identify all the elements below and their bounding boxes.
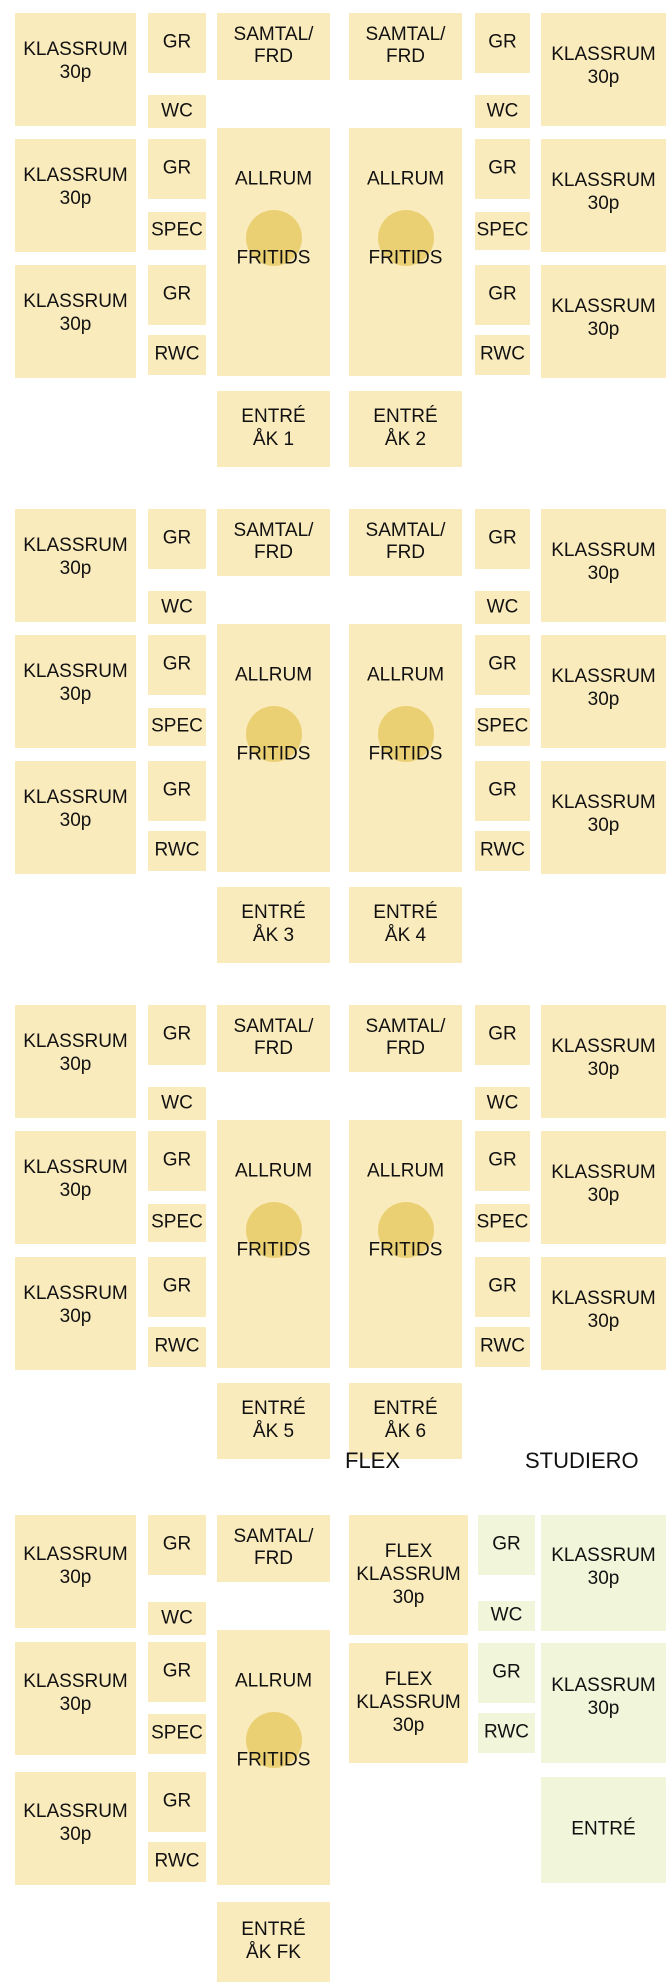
group-room [478,1643,535,1703]
group-room-label: GR [488,527,517,549]
toilet-label: WC [161,1092,193,1114]
toilet-label: WC [490,1604,523,1626]
fritids-label: FRITIDS [236,247,311,269]
group-room-label: GR [162,1275,192,1297]
group-room-label: GR [492,1533,521,1555]
entrance [217,1902,330,1982]
accessible-toilet-label: RWC [479,343,526,365]
accessible-toilet [148,1327,206,1367]
classroom-label: KLASSRUM 30p [23,39,128,83]
special-room-label: SPEC [151,1211,203,1233]
group-room [148,265,206,325]
group-room-label: GR [488,779,517,801]
fritids-label: FRITIDS [368,743,443,765]
classroom [15,1257,136,1370]
group-room [475,761,530,821]
classroom-label: KLASSRUM 30p [23,165,128,209]
common-room [217,1120,330,1368]
special-room [148,212,206,250]
classroom [541,635,666,748]
toilet-label: WC [486,100,519,122]
entrance [217,1383,330,1459]
entrance [541,1777,666,1883]
classroom [15,1642,136,1755]
entrance [349,391,462,467]
group-room-label: GR [162,31,192,53]
fritids-label: FRITIDS [236,743,311,765]
classroom-label: KLASSRUM 30p [551,1162,656,1206]
group-room-label: GR [488,157,517,179]
accessible-toilet-label: RWC [154,1335,200,1357]
group-room-label: GR [488,31,517,53]
allrum-label: ALLRUM [234,1670,313,1692]
flex-header: FLEX [345,1448,401,1473]
toilet [148,1087,206,1120]
group-room [148,139,206,199]
allrum-label: ALLRUM [234,168,313,190]
group-room-label: GR [162,1149,192,1171]
consultation-room [349,509,462,576]
toilet-label: WC [161,1607,193,1629]
classroom [15,1772,136,1885]
group-room-label: GR [488,1149,517,1171]
group-room-label: GR [162,527,192,549]
special-room [475,1204,530,1242]
classroom-label: KLASSRUM 30p [23,1801,128,1845]
group-room-label: GR [162,1790,192,1812]
entrance [349,887,462,963]
accessible-toilet [148,831,206,871]
consultation-room [217,1005,330,1072]
group-room-label: GR [162,1533,192,1555]
group-room-label: GR [488,283,517,305]
accessible-toilet-label: RWC [154,839,200,861]
accessible-toilet [475,335,530,375]
classroom-label: KLASSRUM 30p [23,1544,128,1588]
special-room [475,212,530,250]
flex-classroom-label: FLEX KLASSRUM 30p [356,1540,461,1608]
consultation-room [349,13,462,80]
fritids-label: FRITIDS [368,247,443,269]
classroom [15,265,136,378]
classroom [15,1131,136,1244]
consultation-room-label: SAMTAL/ FRD [233,23,314,68]
entrance-label: ENTRÉ ÅK 2 [373,406,438,450]
group-room [475,1131,530,1191]
group-room-label: GR [488,1275,517,1297]
allrum-label: ALLRUM [366,168,445,190]
entrance [217,887,330,963]
accessible-toilet-label: RWC [479,1335,526,1357]
classroom [15,1005,136,1118]
classroom [15,1515,136,1628]
flex-classroom [349,1515,468,1635]
classroom-label: KLASSRUM 30p [551,1036,656,1080]
group-room [148,1772,206,1832]
toilet [475,95,530,128]
toilet [148,591,206,624]
classroom [541,509,666,622]
classroom [541,13,666,126]
classroom [15,761,136,874]
accessible-toilet-label: RWC [479,839,526,861]
group-room [478,1515,535,1575]
accessible-toilet [478,1713,535,1753]
allrum-label: ALLRUM [366,1160,445,1182]
toilet [478,1601,535,1631]
consultation-room-label: SAMTAL/ FRD [365,1015,446,1060]
classroom-label: KLASSRUM 30p [551,1675,656,1719]
classroom [541,265,666,378]
classroom [15,635,136,748]
group-room-label: GR [162,1660,192,1682]
accessible-toilet [475,1327,530,1367]
fritids-label: FRITIDS [236,1749,311,1771]
studio-header: STUDIERO [525,1448,639,1473]
consultation-room-label: SAMTAL/ FRD [233,1015,314,1060]
group-room-label: GR [162,779,192,801]
entrance-label: ENTRÉ [571,1818,636,1840]
classroom [541,1257,666,1370]
accessible-toilet [148,335,206,375]
classroom-label: KLASSRUM 30p [23,1671,128,1715]
classroom [541,139,666,252]
special-room-label: SPEC [476,715,529,737]
classroom [541,1515,666,1631]
group-room [475,509,530,569]
group-room [475,265,530,325]
accessible-toilet-label: RWC [483,1721,530,1743]
entrance-label: ENTRÉ ÅK 1 [241,406,306,450]
classroom-label: KLASSRUM 30p [551,1545,656,1589]
consultation-room-label: SAMTAL/ FRD [233,1525,314,1570]
classroom-label: KLASSRUM 30p [551,296,656,340]
group-room [148,1257,206,1317]
classroom-label: KLASSRUM 30p [551,170,656,214]
group-room [148,509,206,569]
consultation-room-label: SAMTAL/ FRD [365,519,446,564]
classroom-label: KLASSRUM 30p [23,1157,128,1201]
classroom [541,1131,666,1244]
toilet-label: WC [161,596,193,618]
classroom-label: KLASSRUM 30p [551,792,656,836]
group-room-label: GR [162,653,192,675]
classroom-label: KLASSRUM 30p [23,291,128,335]
toilet-label: WC [486,1092,519,1114]
accessible-toilet-label: RWC [154,1850,200,1872]
common-room [217,624,330,872]
group-room [475,1257,530,1317]
entrance-label: ENTRÉ ÅK 5 [241,1398,306,1442]
group-room [148,761,206,821]
group-room-label: GR [492,1661,521,1683]
allrum-label: ALLRUM [234,664,313,686]
group-room [148,635,206,695]
flex-classroom [349,1643,468,1763]
toilet-label: WC [486,596,519,618]
special-room-label: SPEC [476,1211,529,1233]
common-room [217,1630,330,1885]
consultation-room [217,13,330,80]
consultation-room [217,509,330,576]
toilet [148,1602,206,1635]
group-room [148,1515,206,1575]
special-room [475,708,530,746]
allrum-label: ALLRUM [234,1160,313,1182]
classroom-label: KLASSRUM 30p [551,666,656,710]
group-room [148,1131,206,1191]
entrance [217,391,330,467]
classroom-label: KLASSRUM 30p [551,540,656,584]
classroom-label: KLASSRUM 30p [551,1288,656,1332]
group-room [475,13,530,73]
common-room [349,1120,462,1368]
classroom-label: KLASSRUM 30p [551,44,656,88]
accessible-toilet [475,831,530,871]
consultation-room [349,1005,462,1072]
group-room [475,1005,530,1065]
classroom-label: KLASSRUM 30p [23,1031,128,1075]
entrance-label: ENTRÉ ÅK 3 [241,902,306,946]
special-room-label: SPEC [151,219,203,241]
group-room-label: GR [162,283,192,305]
group-room-label: GR [162,157,192,179]
classroom [15,509,136,622]
toilet [475,1087,530,1120]
entrance-label: ENTRÉ ÅK FK [241,1919,306,1963]
toilet [148,95,206,128]
toilet-label: WC [161,100,193,122]
group-room [475,635,530,695]
group-room [148,1005,206,1065]
classroom [15,13,136,126]
common-room [349,128,462,376]
classroom-label: KLASSRUM 30p [23,661,128,705]
group-room [475,139,530,199]
fritids-label: FRITIDS [368,1239,443,1261]
flex-classroom-label: FLEX KLASSRUM 30p [356,1668,461,1736]
consultation-room-label: SAMTAL/ FRD [365,23,446,68]
special-room [148,1714,206,1754]
consultation-room-label: SAMTAL/ FRD [233,519,314,564]
classroom [541,761,666,874]
group-room-label: GR [488,653,517,675]
common-room [217,128,330,376]
classroom [541,1643,666,1763]
classroom [541,1005,666,1118]
group-room-label: GR [162,1023,192,1045]
classroom [15,139,136,252]
fritids-label: FRITIDS [236,1239,311,1261]
special-room-label: SPEC [151,715,203,737]
group-room [148,1642,206,1702]
accessible-toilet-label: RWC [154,343,200,365]
consultation-room [217,1515,330,1582]
classroom-label: KLASSRUM 30p [23,1283,128,1327]
allrum-label: ALLRUM [366,664,445,686]
toilet [475,591,530,624]
classroom-label: KLASSRUM 30p [23,787,128,831]
entrance-label: ENTRÉ ÅK 4 [373,902,438,946]
special-room [148,1204,206,1242]
common-room [349,624,462,872]
entrance-label: ENTRÉ ÅK 6 [373,1398,438,1442]
group-room [148,13,206,73]
accessible-toilet [148,1842,206,1882]
special-room-label: SPEC [476,219,529,241]
special-room [148,708,206,746]
classroom-label: KLASSRUM 30p [23,535,128,579]
special-room-label: SPEC [151,1722,203,1744]
group-room-label: GR [488,1023,517,1045]
